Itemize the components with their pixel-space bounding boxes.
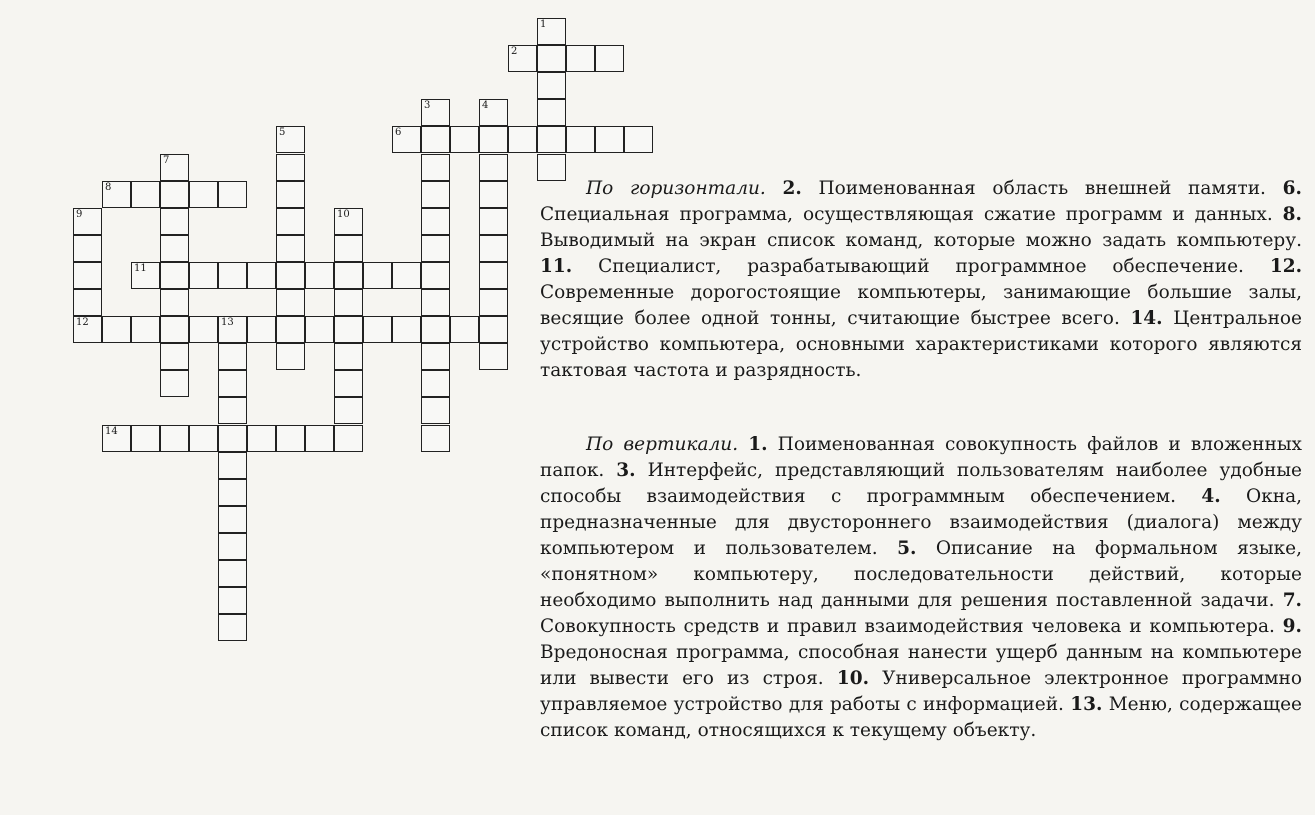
grid-cell[interactable] (218, 452, 247, 479)
grid-cell[interactable] (218, 343, 247, 370)
clue-text: Специалист, разрабатывающий программное обеспечение. (572, 256, 1244, 277)
grid-cell[interactable] (276, 262, 305, 289)
grid-cell[interactable] (334, 343, 363, 370)
across-clue-11 (540, 256, 1244, 277)
grid-cell[interactable] (73, 262, 102, 289)
grid-cell[interactable] (160, 262, 189, 289)
grid-cell[interactable] (218, 533, 247, 560)
clue-text: Поименованная область внешней памяти. (801, 178, 1266, 199)
grid-cell[interactable] (479, 235, 508, 262)
clue-text: Меню, содержащее список команд, относящихся к текущему объекту. (540, 694, 1303, 741)
cell-number: 4 (482, 100, 489, 112)
grid-cell[interactable] (160, 208, 189, 235)
grid-cell[interactable] (218, 181, 247, 208)
grid-cell[interactable] (334, 262, 363, 289)
clue-text: Поименованная совокупность файлов и вложенных папок. (540, 434, 1302, 481)
grid-cell[interactable] (479, 126, 508, 153)
grid-cell[interactable] (218, 479, 247, 506)
grid-cell[interactable] (276, 425, 305, 452)
clue-number: 3. (616, 460, 636, 481)
grid-cell[interactable] (450, 126, 479, 153)
grid-cell[interactable] (160, 235, 189, 262)
grid-cell[interactable] (102, 425, 131, 452)
grid-cell[interactable] (334, 425, 363, 452)
grid-cell[interactable] (276, 208, 305, 235)
grid-cell[interactable] (218, 506, 247, 533)
cell-number: 14 (105, 425, 118, 437)
grid-cell[interactable] (218, 316, 247, 343)
grid-cell[interactable] (537, 45, 566, 72)
down-clues (540, 432, 1302, 744)
clue-text: Выводимый на экран список команд, которые можно задать компьютеру. (540, 230, 1302, 251)
cell-number: 13 (221, 317, 234, 329)
grid-cell[interactable] (479, 154, 508, 181)
grid-cell[interactable] (537, 126, 566, 153)
cell-number: 7 (163, 154, 170, 166)
grid-cell[interactable] (421, 343, 450, 370)
grid-cell[interactable] (160, 289, 189, 316)
grid-cell[interactable] (160, 181, 189, 208)
clue-number: 14. (1130, 308, 1163, 329)
grid-cell[interactable] (73, 289, 102, 316)
grid-cell[interactable] (334, 370, 363, 397)
cell-number: 1 (540, 19, 547, 30)
grid-cell[interactable] (334, 289, 363, 316)
grid-cell[interactable] (73, 235, 102, 262)
grid-cell[interactable] (160, 370, 189, 397)
grid-cell[interactable] (131, 262, 160, 289)
grid-cell[interactable] (247, 262, 276, 289)
grid-cell[interactable] (479, 181, 508, 208)
grid-cell[interactable] (537, 72, 566, 99)
grid-cell[interactable] (421, 99, 450, 126)
grid-cell[interactable] (392, 262, 421, 289)
grid-cell[interactable] (247, 316, 276, 343)
clue-text: Интерфейс, представляющий пользователям наиболее удобные способы взаимодействия с программным обеспечением. (540, 460, 1303, 507)
cell-number: 6 (395, 127, 402, 139)
grid-cell[interactable] (189, 316, 218, 343)
cell-number: 9 (76, 208, 83, 220)
grid-cell[interactable] (421, 316, 450, 343)
clue-text: Центральное устройство компьютера, основными характеристиками которого являются тактовая частота и разрядность. (540, 308, 1302, 381)
grid-cell[interactable] (189, 425, 218, 452)
grid-cell[interactable] (276, 316, 305, 343)
clue-number: 12. (1269, 256, 1303, 277)
grid-cell[interactable] (305, 425, 334, 452)
grid-cell[interactable] (334, 397, 363, 424)
grid-cell[interactable] (421, 235, 450, 262)
grid-cell[interactable] (421, 208, 450, 235)
grid-cell[interactable] (421, 126, 450, 153)
grid-cell[interactable] (131, 316, 160, 343)
grid-cell[interactable] (334, 208, 363, 235)
grid-cell[interactable] (363, 262, 392, 289)
down-heading: По вертикали. (586, 434, 739, 455)
clue-text: Совокупность средств и правил взаимодействия человека и компьютера. (540, 616, 1275, 637)
grid-cell[interactable] (421, 397, 450, 424)
grid-cell[interactable] (218, 262, 247, 289)
grid-cell[interactable] (131, 181, 160, 208)
clue-text: Описание на формальном языке, «понятном» компьютеру, последовательности действий, которые необходимо выполнить над данными для решения поставленной задачи. (540, 538, 1302, 611)
grid-cell[interactable] (421, 425, 450, 452)
grid-cell[interactable] (218, 425, 247, 452)
grid-cell[interactable] (218, 587, 247, 614)
grid-cell[interactable] (537, 99, 566, 126)
grid-cell[interactable] (218, 397, 247, 424)
grid-cell[interactable] (73, 208, 102, 235)
grid-cell[interactable] (421, 370, 450, 397)
grid-cell[interactable] (276, 343, 305, 370)
grid-cell[interactable] (218, 614, 247, 641)
clue-text: Вредоносная программа, способная нанести ущерб данным на компьютере или вывести его из строя. (540, 642, 1302, 689)
grid-cell[interactable] (508, 126, 537, 153)
grid-cell[interactable] (160, 316, 189, 343)
cell-number: 2 (511, 46, 518, 58)
grid-cell[interactable] (247, 425, 276, 452)
clue-number: 10. (836, 668, 870, 689)
grid-cell[interactable] (508, 45, 537, 72)
across-clues (540, 176, 1302, 384)
grid-cell[interactable] (334, 316, 363, 343)
grid-cell[interactable] (276, 181, 305, 208)
grid-cell[interactable] (392, 126, 421, 153)
clue-number: 8. (1282, 204, 1302, 225)
grid-cell[interactable] (479, 262, 508, 289)
clue-number: 4. (1201, 486, 1221, 507)
grid-cell[interactable] (479, 343, 508, 370)
grid-cell[interactable] (537, 18, 566, 45)
clue-text: Универсальное электронное программно управляемое устройство для работы с информацией. (540, 668, 1302, 715)
across-heading: По горизонтали. (586, 178, 766, 199)
grid-cell[interactable] (160, 343, 189, 370)
clue-number: 2. (782, 178, 802, 199)
grid-cell[interactable] (566, 45, 595, 72)
grid-cell[interactable] (595, 45, 624, 72)
grid-cell[interactable] (450, 316, 479, 343)
grid-cell[interactable] (160, 154, 189, 181)
clue-number: 1. (748, 434, 768, 455)
grid-cell[interactable] (479, 99, 508, 126)
clue-number: 5. (897, 538, 917, 559)
clue-number: 11. (540, 256, 573, 277)
cell-number: 12 (76, 317, 89, 329)
clue-text: Современные дорогостоящие компьютеры, занимающие большие залы, весящие более одной тонны, считающие быстрее всего. (540, 282, 1302, 329)
grid-cell[interactable] (363, 316, 392, 343)
grid-cell[interactable] (189, 181, 218, 208)
grid-cell[interactable] (276, 235, 305, 262)
grid-cell[interactable] (479, 208, 508, 235)
grid-cell[interactable] (189, 262, 218, 289)
grid-cell[interactable] (624, 126, 653, 153)
grid-cell[interactable] (218, 560, 247, 587)
grid-cell[interactable] (479, 316, 508, 343)
grid-cell[interactable] (218, 370, 247, 397)
grid-cell[interactable] (595, 126, 624, 153)
clue-number: 13. (1070, 694, 1103, 715)
grid-cell[interactable] (160, 425, 189, 452)
grid-cell[interactable] (276, 154, 305, 181)
cell-number: 8 (105, 181, 112, 193)
grid-cell[interactable] (102, 181, 131, 208)
grid-cell[interactable] (479, 289, 508, 316)
cell-number: 5 (279, 127, 286, 139)
grid-cell[interactable] (392, 316, 421, 343)
down-clue-3 (540, 460, 1302, 507)
clue-number: 6. (1282, 178, 1302, 199)
cell-number: 10 (337, 208, 350, 220)
grid-cell[interactable] (102, 316, 131, 343)
grid-cell[interactable] (305, 316, 334, 343)
cell-number: 3 (424, 100, 431, 112)
clue-text: Окна, предназначенные для двустороннего взаимодействия (диалога) между компьютером и пользователем. (540, 486, 1302, 559)
clue-number: 7. (1282, 590, 1303, 611)
grid-cell[interactable] (131, 425, 160, 452)
grid-cell[interactable] (276, 126, 305, 153)
grid-cell[interactable] (421, 154, 450, 181)
grid-cell[interactable] (421, 289, 450, 316)
across-clue-2 (782, 178, 1265, 199)
grid-cell[interactable] (73, 316, 102, 343)
grid-cell[interactable] (305, 262, 334, 289)
cell-number: 11 (134, 262, 147, 274)
grid-cell[interactable] (421, 262, 450, 289)
grid-cell[interactable] (334, 235, 363, 262)
grid-cell[interactable] (276, 289, 305, 316)
grid-cell[interactable] (566, 126, 595, 153)
clue-text: Специальная программа, осуществляющая сжатие программ и данных. (540, 204, 1273, 225)
clue-number: 9. (1282, 616, 1302, 637)
grid-cell[interactable] (421, 181, 450, 208)
